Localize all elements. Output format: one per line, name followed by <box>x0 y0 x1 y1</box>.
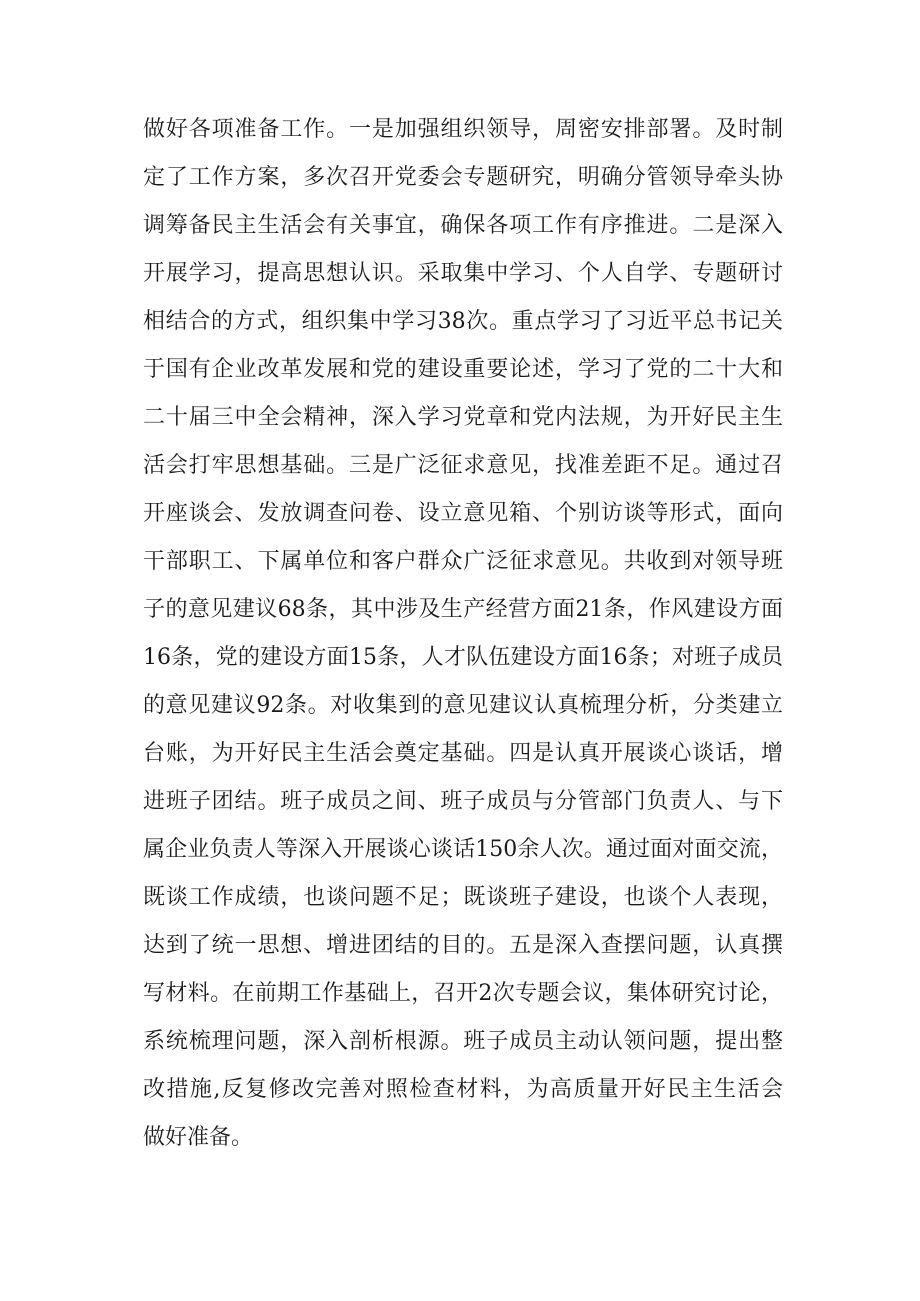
text-line-6: 于国有企业改革发展和党的建设重要论述，学习了党的二十大和 <box>143 357 783 382</box>
text-line-8: 活会打牢思想基础。三是广泛征求意见，找准差距不足。通过召 <box>143 453 783 478</box>
text-line-12: 16条，党的建设方面15条，人才队伍建设方面16条；对班子成员 <box>143 645 783 670</box>
text-line-17: 既谈工作成绩，也谈问题不足；既谈班子建设，也谈个人表现， <box>143 885 783 910</box>
text-line-20: 系统梳理问题，深入剖析根源。班子成员主动认领问题，提出整 <box>143 1029 783 1054</box>
body-paragraph <box>143 106 783 1162</box>
text-line-1: 做好各项准备工作。一是加强组织领导，周密安排部署。及时制 <box>143 117 783 142</box>
text-line-19: 写材料。在前期工作基础上，召开2次专题会议，集体研究讨论， <box>143 981 783 1006</box>
text-line-16: 属企业负责人等深入开展谈心谈话150余人次。通过面对面交流， <box>143 837 783 862</box>
text-line-18: 达到了统一思想、增进团结的目的。五是深入查摆问题，认真撰 <box>143 933 783 958</box>
text-line-22: 做好准备。 <box>143 1125 254 1150</box>
text-line-21: 改措施,反复修改完善对照检查材料，为高质量开好民主生活会 <box>143 1077 783 1102</box>
text-line-11: 子的意见建议68条，其中涉及生产经营方面21条，作风建设方面 <box>143 597 783 622</box>
text-line-13: 的意见建议92条。对收集到的意见建议认真梳理分析，分类建立 <box>143 693 783 718</box>
text-line-7: 二十届三中全会精神，深入学习党章和党内法规，为开好民主生 <box>143 405 783 430</box>
text-line-4: 开展学习，提高思想认识。采取集中学习、个人自学、专题研讨 <box>143 261 783 286</box>
text-line-15: 进班子团结。班子成员之间、班子成员与分管部门负责人、与下 <box>143 789 783 814</box>
text-line-2: 定了工作方案，多次召开党委会专题研究，明确分管领导牵头协 <box>143 165 783 190</box>
text-line-9: 开座谈会、发放调查问卷、设立意见箱、个别访谈等形式，面向 <box>143 501 783 526</box>
text-line-5: 相结合的方式，组织集中学习38次。重点学习了习近平总书记关 <box>143 309 783 334</box>
text-line-3: 调筹备民主生活会有关事宜，确保各项工作有序推进。二是深入 <box>143 213 783 238</box>
text-line-14: 台账，为开好民主生活会奠定基础。四是认真开展谈心谈话，增 <box>143 741 783 766</box>
text-line-10: 干部职工、下属单位和客户群众广泛征求意见。共收到对领导班 <box>143 549 783 574</box>
